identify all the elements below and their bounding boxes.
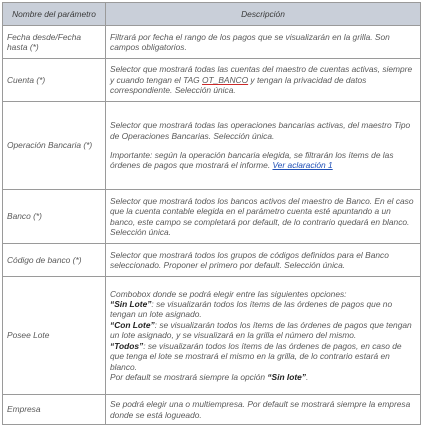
param-description: Selector que mostrará todas las operaciones bancarias activas, del maestro Tipo de Operaciones Bancarias. Selección única. Importante: según la operación bancaria elegida, se filtrarán los ítems de las órdenes de pagos que mostrará el informe. Ver aclaración 1: [106, 102, 421, 190]
table-row: [3, 190, 421, 244]
header-param-name: Nombre del parámetro: [3, 3, 106, 26]
param-description: Selector que mostrará todos los bancos activos del maestro de Banco. En el caso que la cuenta contable elegida en el parámetro cuenta esté apuntando a un banco, este campo se completará por default, de lo contrario quedará en blanco. Selección única.: [106, 190, 421, 244]
param-name: Posee Lote: [3, 277, 106, 395]
table-row: [3, 26, 421, 59]
tag-name: OT_BANCO: [202, 74, 249, 85]
param-name: Cuenta (*): [3, 59, 106, 102]
param-description: Selector que mostrará todas las cuentas del maestro de cuentas activas, siempre y cuando tengan el TAG OT_BANCO y tengan la privacidad de datos correspondiente. Selección única.: [106, 59, 421, 102]
default-option: “Sin lote”: [267, 371, 306, 382]
param-name: Código de banco (*): [3, 244, 106, 277]
table-row: [3, 102, 421, 190]
param-description: Selector que mostrará todos los grupos de códigos definidos para el Banco seleccionado. Proponer el primero por default. Selección única.: [106, 244, 421, 277]
param-name: Operación Bancaria (*): [3, 102, 106, 190]
parameters-table: [2, 2, 421, 425]
header-description: Descripción: [106, 3, 421, 26]
param-name: Banco (*): [3, 190, 106, 244]
table-row: [3, 59, 421, 102]
aclaracion-link[interactable]: Ver aclaración 1: [272, 160, 333, 171]
param-description: Combobox donde se podrá elegir entre las siguientes opciones: “Sin Lote”: se visualizarán todos los ítems de las órdenes de pagos que no tengan un lote asignado. “Con Lote”: se visualizarán todos los ítems de las órdenes de pagos que tengan un lote asignado, y se visualizará en la grilla el número del mismo. “Todos”: se visualizarán todos los ítems de las órdenes de pagos, en caso de que tenga el lote se mostrará el mismo en la grilla, de lo contrario estará en blanco. Por default se mostrará siempre la opción “Sin lote”.: [106, 277, 421, 395]
table-row: [3, 244, 421, 277]
param-name: Empresa: [3, 395, 106, 425]
param-name: Fecha desde/Fecha hasta (*): [3, 26, 106, 59]
option-con-lote: “Con Lote”: [110, 319, 155, 330]
param-description: Se podrá elegir una o multiempresa. Por default se mostrará siempre la empresa donde se está logueado.: [106, 395, 421, 425]
option-sin-lote: “Sin Lote”: [110, 299, 152, 310]
table-header-row: [3, 3, 421, 26]
option-todos: “Todos”: [110, 340, 144, 351]
table-row: [3, 277, 421, 395]
param-description: Filtrará por fecha el rango de los pagos que se visualizarán en la grilla. Son campos obligatorios.: [106, 26, 421, 59]
table-row: [3, 395, 421, 425]
